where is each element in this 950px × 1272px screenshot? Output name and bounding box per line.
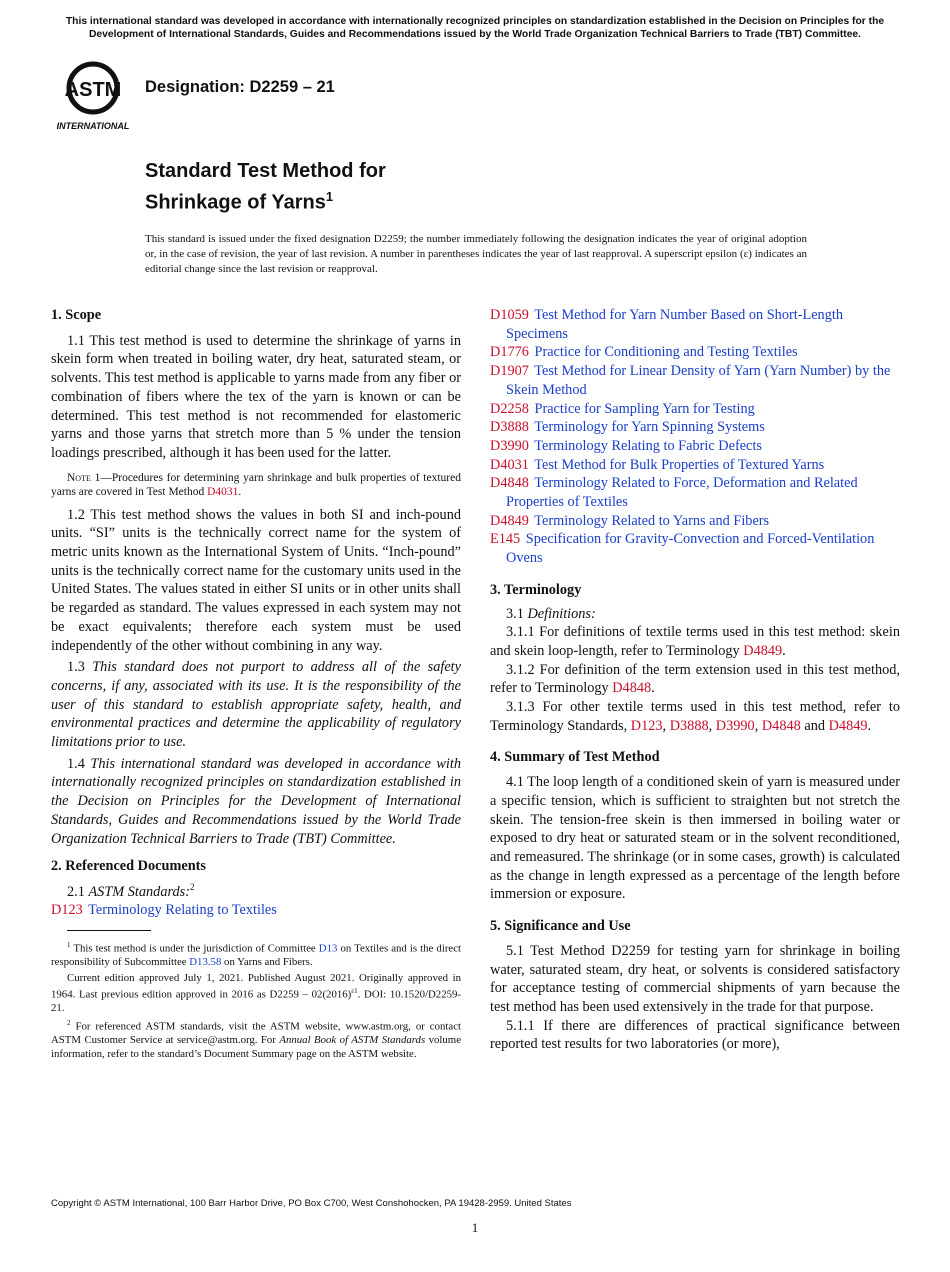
title-footnote-ref[interactable]: 1 [325, 189, 334, 204]
section-heading-significance: 5. Significance and Use [490, 918, 631, 935]
reference-title: Test Method for Linear Density of Yarn (Yarn Number) by the Skein Method [506, 363, 891, 398]
reference-code: D2258 [490, 400, 529, 417]
paragraph-5-1-1: 5.1.1 If there are differences of practical significance between reported test results for two laboratories (or more), [490, 1017, 900, 1053]
left-column [51, 306, 461, 1061]
ref-link-d123[interactable]: D123 [630, 717, 663, 734]
ref-link-d4848[interactable]: D4848 [761, 717, 801, 734]
tbt-banner: This international standard was developed in accordance with internationally recognized principles on standardization established in the Decision on Principles for the Development of International Standards, Guides and Recommendations issued by the World Trade Organization Technical Barriers to Trade (TBT) Committee. [65, 16, 885, 40]
reference-item[interactable] [490, 400, 900, 419]
designation: Designation: D2259 – 21 [145, 78, 335, 96]
title-line-2: Shrinkage of Yarns$^1$ [145, 189, 334, 214]
intro-paragraph: This standard is issued under the fixed designation D2259; the number immediately following the designation indicates the year of original adoption or, in the case of revision, the year of last revision. A number in parentheses indicates the year of last reapproval. A superscript epsilon (ε) indicates an editorial change since the last revision or reapproval. [145, 233, 807, 275]
footnote-1-edition: Current edition approved July 1, 2021. Published August 2021. Originally approved in 1964. Last previous edition approved in 2016 as $D2259 - 02(2016)^{\varepsilon 1}$. DOI: 10.1520/D2259-21. [51, 971, 461, 1014]
paragraph-3-1: 3.1 Definitions: [506, 605, 596, 622]
reference-item[interactable] [490, 437, 900, 456]
ref-link-d3990[interactable]: D3990 [715, 717, 755, 734]
reference-item[interactable] [490, 530, 900, 567]
reference-title: Test Method for Yarn Number Based on Short-Length Specimens [506, 307, 843, 342]
footnote-divider [67, 930, 151, 931]
reference-title: Terminology Related to Yarns and Fibers [534, 512, 770, 529]
reference-item[interactable] [490, 306, 900, 343]
ref-link-d13[interactable]: D13 [318, 942, 338, 955]
title-line-1: Standard Test Method for [145, 160, 386, 182]
ref-link-d4031[interactable]: D4031 [207, 486, 239, 499]
paragraph-1-4: 1.4 This international standard was developed in accordance with internationally recognized principles on standardization established in the Decision on Principles for the Development of International Standards, Guides and Recommendations issued by the World Trade Organization Technical Barriers to Trade (TBT) Committee. [51, 755, 461, 847]
page-number: 1 [471, 1220, 479, 1235]
reference-title: Terminology Related to Force, Deformation and Related Properties of Textiles [506, 475, 858, 511]
ref-link-d4849[interactable]: D4849 [743, 642, 783, 659]
paragraph-1-2: 1.2 This test method shows the values in both SI and inch-pound units. “SI” units is the technically correct name for the system of metric units known as the International System of Units. “Inch-pound” units is the technically correct name for the customary units used in the United States. The values stated in either SI units or in other units shall be regarded as standard. The values expressed in each system may not be exact equivalents; therefore each system must be used independently of the other without combining in any way. [51, 506, 461, 654]
paragraph-2-1: 2.1 ASTM Standards:$^2$ [67, 881, 195, 900]
reference-title: Practice for Sampling Yarn for Testing [534, 400, 755, 417]
reference-title: Specification for Gravity-Convection and Forced-Ventilation Ovens [506, 531, 875, 567]
ref-link-d4849[interactable]: D4849 [828, 717, 868, 734]
reference-code: D1776 [490, 344, 529, 361]
logo-text: ASTM [64, 79, 122, 101]
reference-code: D1907 [490, 363, 529, 380]
paragraph-3-1-2: 3.1.2 For definition of the term extension used in this test method, refer to Terminology D4848. [490, 661, 900, 697]
reference-item[interactable] [490, 456, 900, 475]
reference-code: D3888 [490, 419, 529, 436]
note-1: Note 1—Procedures for determining yarn shrinkage and bulk properties of textured yarns are covered in Test Method D4031. [51, 471, 461, 499]
reference-code: D1059 [490, 307, 529, 323]
ref-link-d4848[interactable]: D4848 [612, 680, 652, 697]
astm-logo [52, 58, 134, 132]
reference-item[interactable] [490, 362, 900, 399]
document-title [145, 158, 386, 216]
astm-logo-icon [52, 58, 134, 132]
reference-code: D4849 [490, 512, 529, 529]
reference-title: Terminology for Yarn Spinning Systems [534, 419, 765, 436]
footnote-1: $^1$ This test method is under the jurisdiction of Committee D13 on Textiles and is the direct responsibility of Subcommittee D13.58 on Yarns and Fibers. [51, 941, 461, 969]
reference-item[interactable] [490, 343, 900, 362]
copyright-footer: Copyright © ASTM International, 100 Barr Harbor Drive, PO Box C700, West Conshohocken, PA 19428-2959. United States [51, 1198, 572, 1209]
section-heading-terminology: 3. Terminology [490, 581, 582, 598]
reference-code: D4031 [490, 456, 529, 473]
paragraph-3-1-3: 3.1.3 For other textile terms used in this test method, refer to Terminology Standards, D123, D3888, D3990, D4848 and D4849. [490, 699, 900, 734]
section-heading-scope: 1. Scope [51, 307, 102, 323]
ref-link-d3888[interactable]: D3888 [669, 717, 709, 734]
reference-item[interactable] [490, 474, 900, 511]
section-heading-summary: 4. Summary of Test Method [490, 749, 660, 766]
paragraph-1-3: 1.3 This standard does not purport to address all of the safety concerns, if any, associated with its use. It is the responsibility of the user of this standard to establish appropriate safety, health, and environmental practices and determine the applicability of regulatory limitations prior to use. [51, 659, 461, 751]
reference-title: Terminology Relating to Textiles [88, 902, 277, 919]
reference-item[interactable] [51, 901, 461, 920]
reference-code: D3990 [490, 437, 529, 454]
reference-code: D123 [51, 902, 83, 919]
right-column [490, 306, 900, 1054]
reference-title: Test Method for Bulk Properties of Textured Yarns [534, 456, 825, 473]
reference-item[interactable] [490, 512, 900, 531]
reference-title: Terminology Relating to Fabric Defects [534, 437, 762, 454]
footnote-2: $^2$ For referenced ASTM standards, visit the ASTM website, www.astm.org, or contact ASTM Customer Service at service@astm.org. For Annual Book of ASTM Standards volume information, refer to the standard’s Document Summary page on the ASTM website. [51, 1019, 461, 1060]
logo-subtext: INTERNATIONAL [56, 121, 130, 131]
paragraph-1-1: 1.1 This test method is used to determine the shrinkage of yarns in skein form when treated in boiling water, dry heat, saturated steam, or solvents. This test method is applicable to yarns made from any fiber or combination of fibers where the tex of the yarn is known or can be determined. This test method is not recommended for elastomeric yarns and those yarns that stretch more than 5 % under the tension loadings prescribed, although it has been used for the latter. [51, 332, 461, 461]
paragraph-3-1-1: 3.1.1 For definitions of textile terms used in this test method: skein and skein loop-length, refer to Terminology D4849. [490, 624, 900, 659]
section-heading-referenced-documents: 2. Referenced Documents [51, 858, 206, 875]
reference-title: Practice for Conditioning and Testing Textiles [534, 344, 798, 361]
reference-code: E145 [490, 531, 521, 548]
footnote-ref-2[interactable]: 2 [190, 881, 195, 892]
paragraph-5-1: 5.1 Test Method D2259 for testing yarn for shrinkage in boiling water, saturated steam, dry heat, or solvents is considered satisfactory for acceptance testing of commercial shipments of yarn because the test method has been used extensively in the trade for that purpose. [490, 942, 900, 1015]
reference-code: D4848 [490, 475, 529, 492]
ref-link-d13-58[interactable]: D13.58 [189, 956, 222, 969]
reference-item[interactable] [490, 418, 900, 437]
paragraph-4-1: 4.1 The loop length of a conditioned skein of yarn is measured under a specific tension, which is sufficient to straighten but not stretch the skein. The tension-free skein is then immersed in boiling water or exposed to dry heat or saturated steam or in the solvent reconditioned, and remeasured. The shrinkage (or in some cases, growth) is calculated as the change in length expressed as a percentage of the length before immersion or exposure. [490, 774, 900, 903]
